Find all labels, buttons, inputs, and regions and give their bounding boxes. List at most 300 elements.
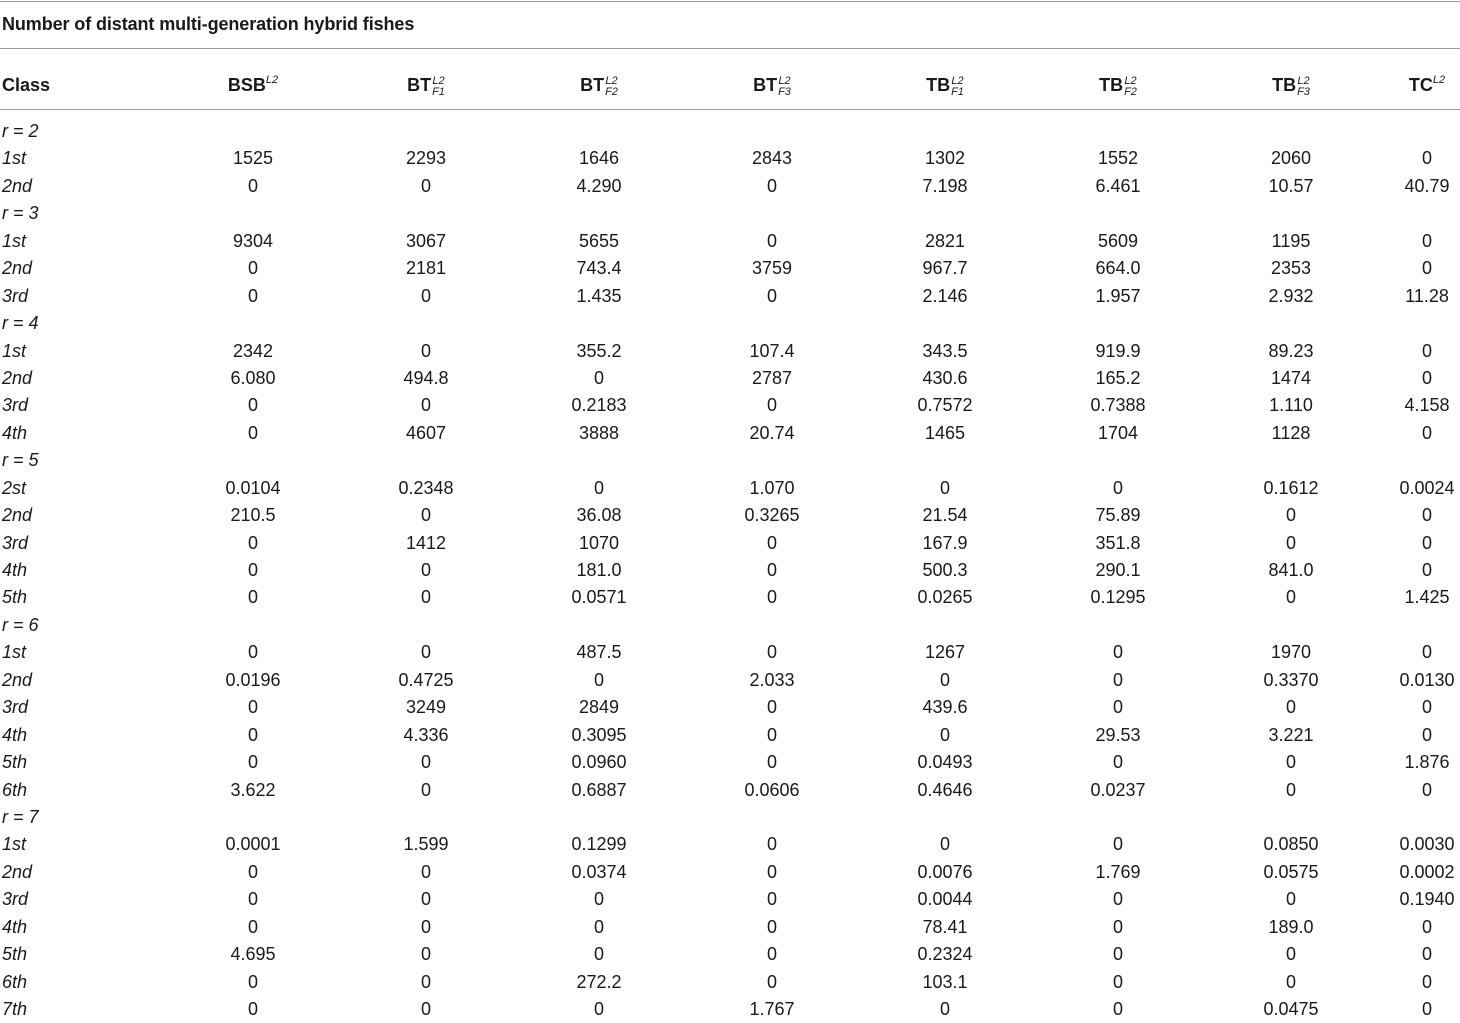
table-cell: 3759 bbox=[751, 258, 793, 279]
row-label: 2nd bbox=[2, 861, 33, 882]
row-label: 2nd bbox=[2, 505, 33, 526]
group-label: r = 3 bbox=[2, 203, 39, 224]
table-cell: 0 bbox=[420, 944, 432, 965]
table-cell: 3.622 bbox=[230, 779, 276, 800]
header-col-superscript-subscript bbox=[951, 76, 964, 98]
table-cell: 0.0575 bbox=[1263, 861, 1319, 882]
table-cell: 0.0024 bbox=[1399, 477, 1455, 498]
table-cell: 0 bbox=[766, 916, 778, 937]
table-cell: 0 bbox=[420, 175, 432, 196]
table-cell: 0 bbox=[420, 340, 432, 361]
row-label: 2nd bbox=[2, 669, 33, 690]
table-cell: 2.033 bbox=[749, 669, 795, 690]
table-cell: 0 bbox=[593, 477, 605, 498]
table-cell: 210.5 bbox=[230, 505, 276, 526]
table-cell: 1.876 bbox=[1404, 752, 1450, 773]
table-cell: 4.336 bbox=[403, 724, 449, 745]
group-row bbox=[0, 447, 1460, 474]
table-cell: 0 bbox=[247, 916, 259, 937]
table-cell: 0 bbox=[766, 230, 778, 251]
table-cell: 0 bbox=[766, 560, 778, 580]
table-cell: 0 bbox=[247, 724, 259, 745]
table-cell: 0.1295 bbox=[1090, 587, 1146, 608]
table-cell: 0.0104 bbox=[225, 477, 281, 498]
table-cell: 1128 bbox=[1271, 422, 1311, 443]
table-cell: 0 bbox=[420, 505, 432, 526]
row-label: 5th bbox=[2, 587, 28, 608]
row-label: 2nd bbox=[2, 175, 33, 196]
table-cell: 1.957 bbox=[1095, 285, 1141, 306]
table-cell: 355.2 bbox=[576, 340, 622, 361]
table-cell: 10.57 bbox=[1268, 175, 1314, 196]
row-label: 1st bbox=[2, 148, 27, 169]
table-cell: 6.080 bbox=[230, 367, 276, 388]
table-cell: 0 bbox=[1112, 477, 1124, 498]
table-cell: 0 bbox=[247, 175, 259, 196]
table-row bbox=[0, 914, 1460, 941]
row-label: 3rd bbox=[2, 285, 29, 306]
table-cell: 181.0 bbox=[576, 560, 622, 580]
group-label: r = 4 bbox=[2, 313, 39, 334]
table-cell: 351.8 bbox=[1095, 532, 1141, 553]
table-cell: 0 bbox=[1421, 999, 1433, 1019]
table-row bbox=[0, 420, 1460, 447]
table-row bbox=[0, 941, 1460, 968]
row-label: 1st bbox=[2, 834, 27, 855]
table-cell: 78.41 bbox=[922, 916, 968, 937]
table-cell: 0 bbox=[1112, 999, 1124, 1019]
table-cell: 0 bbox=[1421, 148, 1433, 169]
header-col-7 bbox=[1272, 60, 1310, 108]
table-cell: 0 bbox=[420, 395, 432, 416]
table-cell: 1525 bbox=[232, 148, 274, 169]
table-cell: 0 bbox=[766, 971, 778, 992]
table-cell: 0.1612 bbox=[1263, 477, 1319, 498]
table-title: Number of distant multi-generation hybrid fishes bbox=[2, 14, 415, 34]
table-cell: 0.7572 bbox=[917, 395, 973, 416]
header-col-base: BT bbox=[407, 75, 432, 95]
table-cell: 0.3095 bbox=[571, 724, 627, 745]
header-col-superscript: L2 bbox=[265, 74, 279, 86]
header-col-base: TC bbox=[1408, 75, 1433, 95]
table-cell: 0.3370 bbox=[1263, 669, 1319, 690]
table-row bbox=[0, 639, 1460, 666]
table-cell: 0.2348 bbox=[398, 477, 454, 498]
table-cell: 2.932 bbox=[1268, 285, 1314, 306]
row-label: 3rd bbox=[2, 395, 29, 416]
table-cell: 290.1 bbox=[1095, 560, 1141, 580]
table-cell: 11.28 bbox=[1405, 285, 1449, 306]
table-cell: 5655 bbox=[578, 230, 620, 251]
header-col-5 bbox=[926, 60, 964, 108]
row-label: 3rd bbox=[2, 532, 29, 553]
table-cell: 0 bbox=[420, 560, 432, 580]
table-cell: 0 bbox=[766, 752, 778, 773]
table-cell: 0 bbox=[247, 971, 259, 992]
table-cell: 0 bbox=[1285, 532, 1297, 553]
table-cell: 0 bbox=[593, 916, 605, 937]
table-cell: 1465 bbox=[924, 422, 966, 443]
table-cell: 4607 bbox=[405, 422, 447, 443]
table-cell: 165.2 bbox=[1095, 367, 1141, 388]
header-col-3 bbox=[580, 60, 618, 108]
table-cell: 2787 bbox=[751, 367, 793, 388]
table-row bbox=[0, 145, 1460, 172]
group-label: r = 6 bbox=[2, 614, 39, 635]
table-cell: 0 bbox=[1285, 779, 1297, 800]
table-cell: 0 bbox=[1285, 944, 1297, 965]
table-row bbox=[0, 831, 1460, 858]
table-cell: 0 bbox=[247, 395, 259, 416]
table-row bbox=[0, 228, 1460, 255]
table-cell: 0 bbox=[247, 560, 259, 580]
table-row bbox=[0, 173, 1460, 200]
table-cell: 2849 bbox=[578, 697, 620, 718]
table-cell: 0 bbox=[1285, 505, 1297, 526]
group-row bbox=[0, 612, 1460, 639]
row-label: 2nd bbox=[2, 258, 33, 279]
table-cell: 1412 bbox=[405, 532, 447, 553]
table-row bbox=[0, 530, 1460, 557]
table-cell: 1.599 bbox=[403, 834, 449, 855]
table-cell: 0 bbox=[1421, 697, 1433, 718]
table-cell: 0 bbox=[766, 861, 778, 882]
table-row bbox=[0, 255, 1460, 282]
table-cell: 0 bbox=[1112, 944, 1124, 965]
group-label: r = 5 bbox=[2, 450, 39, 471]
table-cell: 0 bbox=[939, 724, 951, 745]
table-cell: 0 bbox=[939, 999, 951, 1019]
header-col-base: BSB bbox=[227, 75, 266, 95]
table-cell: 0.3265 bbox=[744, 505, 800, 526]
table-cell: 89.23 bbox=[1268, 340, 1314, 361]
table-cell: 1267 bbox=[924, 642, 966, 663]
table-cell: 0 bbox=[247, 999, 259, 1019]
table-cell: 0 bbox=[1421, 642, 1433, 663]
table-cell: 0 bbox=[1421, 505, 1433, 526]
table-cell: 0.0493 bbox=[917, 752, 973, 773]
table-row bbox=[0, 584, 1460, 611]
table-cell: 1552 bbox=[1097, 148, 1139, 169]
header-col-superscript-subscript bbox=[1124, 76, 1137, 98]
table-cell: 0 bbox=[766, 175, 778, 196]
table-cell: 439.6 bbox=[922, 697, 968, 718]
table-cell: 0 bbox=[420, 752, 432, 773]
table-cell: 0.1940 bbox=[1399, 889, 1455, 910]
table-cell: 3888 bbox=[578, 422, 620, 443]
table-cell: 500.3 bbox=[922, 560, 968, 580]
table-cell: 2293 bbox=[405, 148, 447, 169]
row-label: 5th bbox=[2, 944, 28, 965]
row-label: 1st bbox=[2, 230, 27, 251]
table-cell: 1474 bbox=[1270, 367, 1312, 388]
table-row bbox=[0, 557, 1460, 584]
table-row bbox=[0, 365, 1460, 392]
table-cell: 9304 bbox=[232, 230, 274, 251]
group-label: r = 2 bbox=[2, 121, 39, 141]
header-col-base: TB bbox=[1272, 75, 1297, 95]
table-cell: 0 bbox=[247, 697, 259, 718]
table-cell: 1195 bbox=[1271, 230, 1311, 251]
table-cell: 0 bbox=[593, 999, 605, 1019]
table-row bbox=[0, 777, 1460, 804]
row-label: 1st bbox=[2, 340, 27, 361]
table-cell: 3067 bbox=[405, 230, 447, 251]
header-col-8 bbox=[1409, 60, 1445, 108]
table-row bbox=[0, 969, 1460, 996]
table-cell: 0 bbox=[1421, 532, 1433, 553]
table-cell: 0.0571 bbox=[571, 587, 627, 608]
table-cell: 0.4725 bbox=[398, 669, 454, 690]
table-cell: 1070 bbox=[578, 532, 620, 553]
table-cell: 0 bbox=[420, 587, 432, 608]
table-cell: 0 bbox=[420, 916, 432, 937]
header-rule bbox=[0, 109, 1460, 110]
table-cell: 494.8 bbox=[403, 367, 449, 388]
table-cell: 1.425 bbox=[1404, 587, 1450, 608]
table-cell: 21.54 bbox=[922, 505, 968, 526]
table-cell: 0 bbox=[247, 752, 259, 773]
table-cell: 0.0076 bbox=[917, 861, 973, 882]
table-cell: 4.695 bbox=[230, 944, 276, 965]
header-col-base: BT bbox=[753, 75, 778, 95]
header-col-superscript: L2 bbox=[951, 75, 964, 88]
header-col-subscript: F1 bbox=[951, 86, 964, 99]
table-cell: 0 bbox=[766, 724, 778, 745]
table-cell: 0 bbox=[939, 834, 951, 855]
table-cell: 0 bbox=[1285, 697, 1297, 718]
table-cell: 0 bbox=[1421, 560, 1433, 580]
row-label: 5th bbox=[2, 752, 28, 773]
table-cell: 0 bbox=[766, 395, 778, 416]
table-cell: 0 bbox=[1112, 669, 1124, 690]
header-col-superscript: L2 bbox=[432, 75, 445, 88]
table-cell: 0 bbox=[1421, 916, 1433, 937]
table-cell: 29.53 bbox=[1095, 724, 1141, 745]
table-cell: 0 bbox=[420, 642, 432, 663]
table-cell: 0 bbox=[1421, 230, 1433, 251]
table-cell: 0.2183 bbox=[571, 395, 627, 416]
row-label: 3rd bbox=[2, 697, 29, 718]
group-label: r = 7 bbox=[2, 806, 39, 827]
table-cell: 0 bbox=[420, 285, 432, 306]
group-row bbox=[0, 200, 1460, 227]
table-cell: 1.769 bbox=[1095, 861, 1141, 882]
row-label: 4th bbox=[2, 724, 28, 745]
table-cell: 0 bbox=[1421, 724, 1433, 745]
table-cell: 0 bbox=[593, 889, 605, 910]
header-col-subscript: F1 bbox=[432, 86, 445, 99]
row-label: 3rd bbox=[2, 889, 29, 910]
table-cell: 1704 bbox=[1097, 422, 1139, 443]
row-label: 4th bbox=[2, 422, 28, 443]
table-cell: 0 bbox=[1421, 944, 1433, 965]
table-row bbox=[0, 996, 1460, 1023]
table-cell: 0.0237 bbox=[1090, 779, 1146, 800]
table-cell: 0 bbox=[420, 889, 432, 910]
table-cell: 0.7388 bbox=[1090, 395, 1146, 416]
table-cell: 430.6 bbox=[922, 367, 968, 388]
table-cell: 0.0475 bbox=[1263, 999, 1319, 1019]
header-col-superscript: L2 bbox=[778, 75, 791, 88]
table-cell: 1.435 bbox=[576, 285, 622, 306]
table-cell: 2353 bbox=[1270, 258, 1312, 279]
group-row bbox=[0, 804, 1460, 831]
header-col-superscript: L2 bbox=[1297, 75, 1310, 88]
table-cell: 0 bbox=[1421, 779, 1433, 800]
header-col-base: TB bbox=[926, 75, 951, 95]
table-cell: 0 bbox=[766, 944, 778, 965]
table-cell: 0.0044 bbox=[917, 889, 973, 910]
header-col-1 bbox=[228, 60, 278, 108]
table-row bbox=[0, 667, 1460, 694]
table-cell: 0.6887 bbox=[571, 779, 627, 800]
table-cell: 0 bbox=[1421, 258, 1433, 279]
header-col-subscript: F2 bbox=[1124, 86, 1137, 99]
table-cell: 0 bbox=[247, 422, 259, 443]
table-cell: 919.9 bbox=[1095, 340, 1141, 361]
row-label: 4th bbox=[2, 916, 28, 937]
table-cell: 0 bbox=[1112, 916, 1124, 937]
header-col-base: TB bbox=[1099, 75, 1124, 95]
table-cell: 743.4 bbox=[576, 258, 622, 279]
table-cell: 0 bbox=[1112, 642, 1124, 663]
table-cell: 0.4646 bbox=[917, 779, 973, 800]
table-cell: 0.0850 bbox=[1263, 834, 1319, 855]
table-row bbox=[0, 338, 1460, 365]
table-row bbox=[0, 283, 1460, 310]
table-cell: 0.2324 bbox=[917, 944, 973, 965]
table-cell: 343.5 bbox=[922, 340, 968, 361]
table-cell: 3249 bbox=[405, 697, 447, 718]
table-cell: 0.0002 bbox=[1399, 861, 1455, 882]
table-cell: 0 bbox=[1112, 889, 1124, 910]
group-row bbox=[0, 118, 1460, 145]
row-label: 6th bbox=[2, 971, 28, 992]
header-col-superscript: L2 bbox=[1124, 75, 1137, 88]
table-cell: 0.0130 bbox=[1399, 669, 1455, 690]
table-cell: 0 bbox=[1112, 834, 1124, 855]
table-cell: 664.0 bbox=[1095, 258, 1141, 279]
table-cell: 1.767 bbox=[749, 999, 795, 1019]
table-row bbox=[0, 886, 1460, 913]
table-cell: 0.0960 bbox=[571, 752, 627, 773]
table-cell: 0 bbox=[1285, 889, 1297, 910]
table-cell: 4.290 bbox=[576, 175, 622, 196]
table-cell: 103.1 bbox=[922, 971, 968, 992]
table-cell: 967.7 bbox=[922, 258, 968, 279]
header-col-superscript-subscript bbox=[605, 76, 618, 98]
table-cell: 107.4 bbox=[749, 340, 795, 361]
table-cell: 0 bbox=[766, 889, 778, 910]
table-cell: 1970 bbox=[1270, 642, 1312, 663]
table-cell: 272.2 bbox=[576, 971, 622, 992]
table-row bbox=[0, 749, 1460, 776]
table-cell: 0.0265 bbox=[917, 587, 973, 608]
table-cell: 2342 bbox=[232, 340, 274, 361]
table-cell: 20.74 bbox=[749, 422, 795, 443]
table-cell: 0 bbox=[1285, 971, 1297, 992]
table-cell: 0 bbox=[766, 532, 778, 553]
table-row bbox=[0, 475, 1460, 502]
table-cell: 2181 bbox=[405, 258, 447, 279]
table-cell: 0 bbox=[766, 697, 778, 718]
table-cell: 1.110 bbox=[1269, 395, 1313, 416]
table-cell: 2843 bbox=[751, 148, 793, 169]
header-class: Class bbox=[2, 75, 51, 95]
table-cell: 7.198 bbox=[922, 175, 968, 196]
table-cell: 0 bbox=[1285, 587, 1297, 608]
row-label: 6th bbox=[2, 779, 28, 800]
table-cell: 0 bbox=[420, 999, 432, 1019]
table-cell: 0 bbox=[766, 642, 778, 663]
table-cell: 0 bbox=[939, 669, 951, 690]
header-col-superscript-subscript bbox=[432, 76, 445, 98]
table-cell: 0.0001 bbox=[225, 834, 281, 855]
table-cell: 167.9 bbox=[922, 532, 968, 553]
table-cell: 189.0 bbox=[1268, 916, 1314, 937]
table-cell: 0 bbox=[593, 367, 605, 388]
table-cell: 0 bbox=[1421, 367, 1433, 388]
table-cell: 75.89 bbox=[1095, 505, 1141, 526]
table-cell: 0 bbox=[1421, 340, 1433, 361]
table-cell: 0.0030 bbox=[1399, 834, 1455, 855]
table-cell: 0 bbox=[420, 861, 432, 882]
row-label: 2nd bbox=[2, 367, 33, 388]
table-cell: 0.0374 bbox=[571, 861, 627, 882]
table-cell: 1302 bbox=[924, 148, 966, 169]
table-cell: 0 bbox=[1112, 697, 1124, 718]
table-cell: 841.0 bbox=[1268, 560, 1314, 580]
header-row bbox=[0, 60, 1460, 108]
table-cell: 0.0606 bbox=[744, 779, 800, 800]
table-cell: 0 bbox=[420, 971, 432, 992]
top-rule bbox=[0, 1, 1460, 2]
row-label: 4th bbox=[2, 560, 28, 580]
table-cell: 0 bbox=[420, 779, 432, 800]
table-cell: 0.1299 bbox=[571, 834, 627, 855]
table-cell: 0 bbox=[247, 532, 259, 553]
table-cell: 1.070 bbox=[749, 477, 795, 498]
table-cell: 6.461 bbox=[1095, 175, 1141, 196]
table-cell: 0 bbox=[247, 642, 259, 663]
header-col-6 bbox=[1099, 60, 1137, 108]
table-cell: 0 bbox=[766, 285, 778, 306]
table-cell: 0 bbox=[247, 889, 259, 910]
table-row bbox=[0, 722, 1460, 749]
table-cell: 0 bbox=[766, 834, 778, 855]
row-label: 7th bbox=[2, 999, 28, 1019]
table-cell: 0 bbox=[247, 285, 259, 306]
table-cell: 0 bbox=[247, 258, 259, 279]
header-col-superscript: L2 bbox=[605, 75, 618, 88]
table-cell: 0 bbox=[939, 477, 951, 498]
group-row bbox=[0, 310, 1460, 337]
table-cell: 0 bbox=[1421, 422, 1433, 443]
table-cell: 0 bbox=[247, 861, 259, 882]
header-col-subscript: F3 bbox=[778, 86, 791, 99]
row-label: 1st bbox=[2, 642, 27, 663]
table-cell: 0 bbox=[1112, 971, 1124, 992]
header-col-subscript: F3 bbox=[1297, 86, 1310, 99]
title-rule bbox=[0, 48, 1460, 49]
header-col-2 bbox=[407, 60, 445, 108]
table-cell: 0 bbox=[593, 944, 605, 965]
table-cell: 40.79 bbox=[1404, 175, 1450, 196]
table-cell: 0 bbox=[1421, 971, 1433, 992]
table-cell: 3.221 bbox=[1268, 724, 1314, 745]
table-cell: 36.08 bbox=[576, 505, 622, 526]
